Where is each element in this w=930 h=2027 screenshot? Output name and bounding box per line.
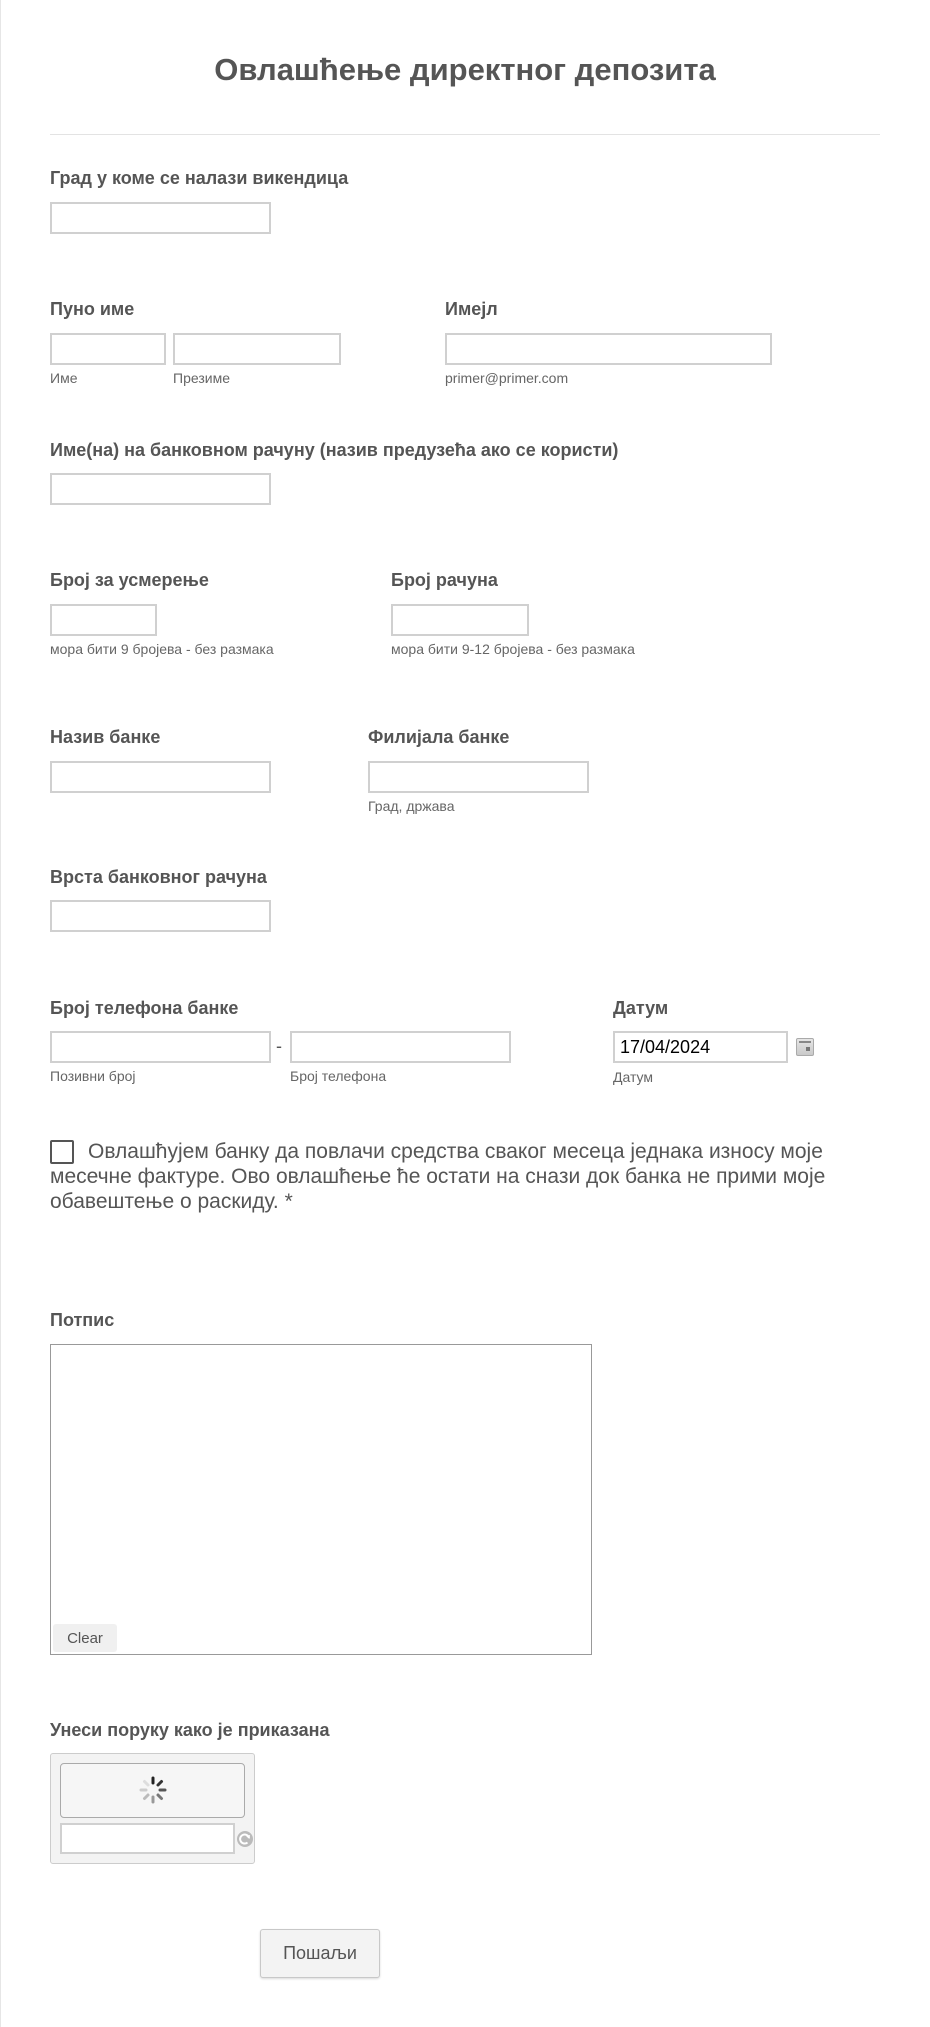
routing-number-sublabel: мора бити 9 бројева - без размака bbox=[50, 641, 274, 657]
form-title: Овлашћење директног депозита bbox=[214, 52, 716, 87]
phone-number-input[interactable] bbox=[290, 1031, 511, 1063]
bank-phone-label: Број телефона банке bbox=[50, 998, 239, 1018]
email-input[interactable] bbox=[445, 333, 772, 365]
account-type-input[interactable] bbox=[50, 900, 271, 932]
account-names-input[interactable] bbox=[50, 473, 271, 505]
account-number-label: Број рачуна bbox=[391, 570, 498, 590]
required-mark: * bbox=[284, 1190, 293, 1213]
account-type-label: Врста банковног рачуна bbox=[50, 867, 267, 887]
routing-number-input[interactable] bbox=[50, 604, 157, 636]
captcha-input[interactable] bbox=[60, 1823, 235, 1854]
phone-separator: - bbox=[276, 1036, 282, 1056]
date-input[interactable] bbox=[613, 1031, 788, 1063]
captcha-label: Унеси поруку како је приказана bbox=[50, 1720, 330, 1740]
email-sublabel: primer@primer.com bbox=[445, 370, 569, 386]
first-name-sublabel: Име bbox=[50, 370, 78, 386]
bank-name-input[interactable] bbox=[50, 761, 271, 793]
area-code-input[interactable] bbox=[50, 1031, 271, 1063]
bank-branch-sublabel: Град, држава bbox=[368, 798, 455, 814]
bank-branch-label: Филијала банке bbox=[368, 727, 510, 747]
title-divider bbox=[50, 134, 880, 135]
calendar-icon[interactable] bbox=[796, 1038, 814, 1056]
bank-name-label: Назив банке bbox=[50, 727, 161, 747]
consent-body: Овлашћујем банку да повлачи средства сваког месеца једнака износу моје месечне фактуре. Ово овлашћење ће остати на снази док банка не прими моје обавештење о раскиду. bbox=[50, 1140, 826, 1213]
consent-text bbox=[50, 1139, 880, 1214]
routing-number-label: Број за усмерење bbox=[50, 570, 209, 590]
phone-number-sublabel: Број телефона bbox=[290, 1068, 387, 1084]
account-number-input[interactable] bbox=[391, 604, 529, 636]
first-name-input[interactable] bbox=[50, 333, 166, 365]
account-names-label: Име(на) на банковном рачуну (назив предузећа ако се користи) bbox=[50, 440, 619, 460]
signature-clear-button[interactable]: Clear bbox=[53, 1624, 117, 1652]
city-label: Град у коме се налази викендица bbox=[50, 168, 349, 188]
bank-branch-input[interactable] bbox=[368, 761, 589, 793]
email-label: Имејл bbox=[445, 299, 498, 319]
full-name-label: Пуно име bbox=[50, 299, 135, 319]
city-input[interactable] bbox=[50, 202, 271, 234]
signature-pad[interactable] bbox=[50, 1344, 592, 1655]
last-name-input[interactable] bbox=[173, 333, 341, 365]
loading-spinner-icon bbox=[138, 1775, 168, 1805]
date-sublabel: Датум bbox=[613, 1069, 653, 1085]
signature-label: Потпис bbox=[50, 1310, 115, 1330]
submit-button[interactable]: Пошаљи bbox=[260, 1929, 380, 1978]
account-number-sublabel: мора бити 9-12 бројева - без размака bbox=[391, 641, 635, 657]
area-code-sublabel: Позивни број bbox=[50, 1068, 136, 1084]
date-label: Датум bbox=[613, 998, 669, 1018]
page-left-border bbox=[0, 0, 1, 2027]
last-name-sublabel: Презиме bbox=[173, 370, 230, 386]
refresh-icon[interactable] bbox=[236, 1830, 254, 1848]
